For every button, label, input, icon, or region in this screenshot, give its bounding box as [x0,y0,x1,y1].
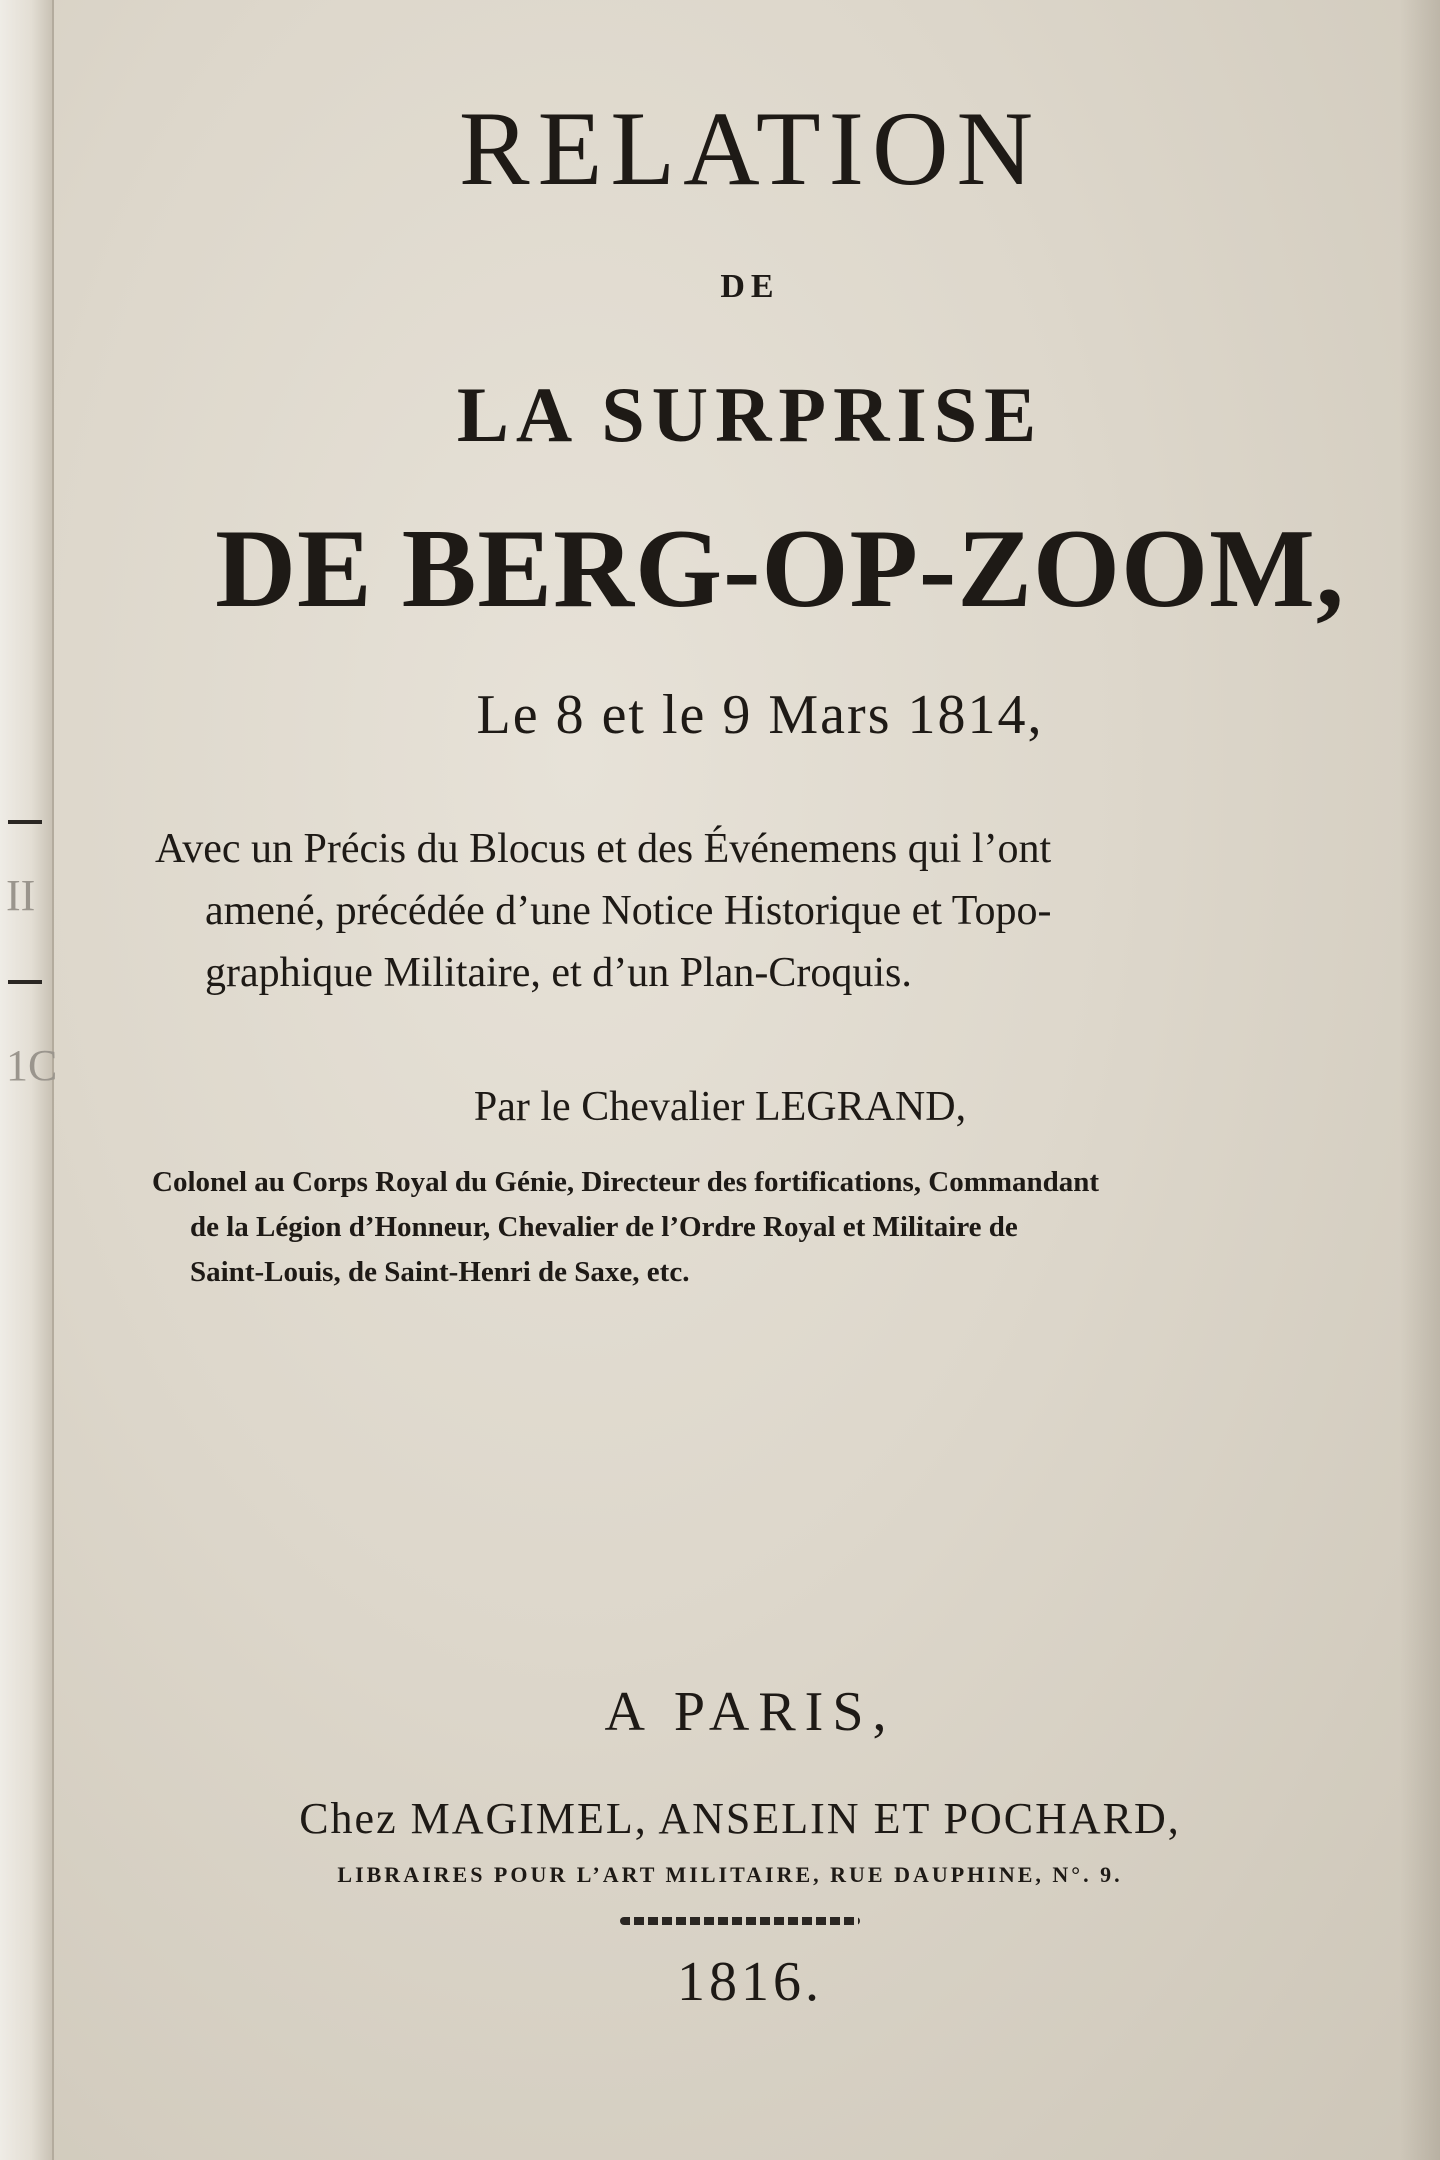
publication-city: A PARIS, [604,1681,896,1743]
publication-year: 1816. [677,1951,823,2013]
description-line: Avec un Précis du Blocus et des Événemens qui l’ont [155,826,1052,872]
spine-text: 1C [6,1041,58,1090]
title-connector: DE [720,268,780,305]
subtitle-place: DE BERG-OP-ZOOM, [215,507,1345,631]
publisher-address: LIBRAIRES POUR L’ART MILITAIRE, RUE DAUPHINE, N°. 9. [337,1862,1123,1887]
credential-line: de la Légion d’Honneur, Chevalier de l’Ordre Royal et Militaire de [190,1211,1018,1243]
spine-rule-bottom [8,980,42,984]
spine-rule-top [8,820,42,824]
credential-line: Saint-Louis, de Saint-Henri de Saxe, etc. [190,1256,690,1288]
event-date: Le 8 et le 9 Mars 1814, [476,684,1044,746]
publisher-name: Chez MAGIMEL, ANSELIN ET POCHARD, [299,1794,1181,1843]
description-line: graphique Militaire, et d’un Plan-Croquis. [205,950,912,996]
page-edge-shadow [1400,0,1440,2160]
description-line: amené, précédée d’une Notice Historique et Topo- [205,888,1052,934]
book-title: RELATION [458,90,1042,207]
author-credentials [152,1160,1322,1295]
ornamental-rule [620,1917,860,1925]
author-line: Par le Chevalier LEGRAND, [473,1084,967,1130]
credential-line: Colonel au Corps Royal du Génie, Directeur des fortifications, Commandant [152,1166,1100,1198]
subtitle-surprise: LA SURPRISE [456,371,1044,458]
description-paragraph [155,818,1320,1004]
spine-label: II [6,871,36,920]
